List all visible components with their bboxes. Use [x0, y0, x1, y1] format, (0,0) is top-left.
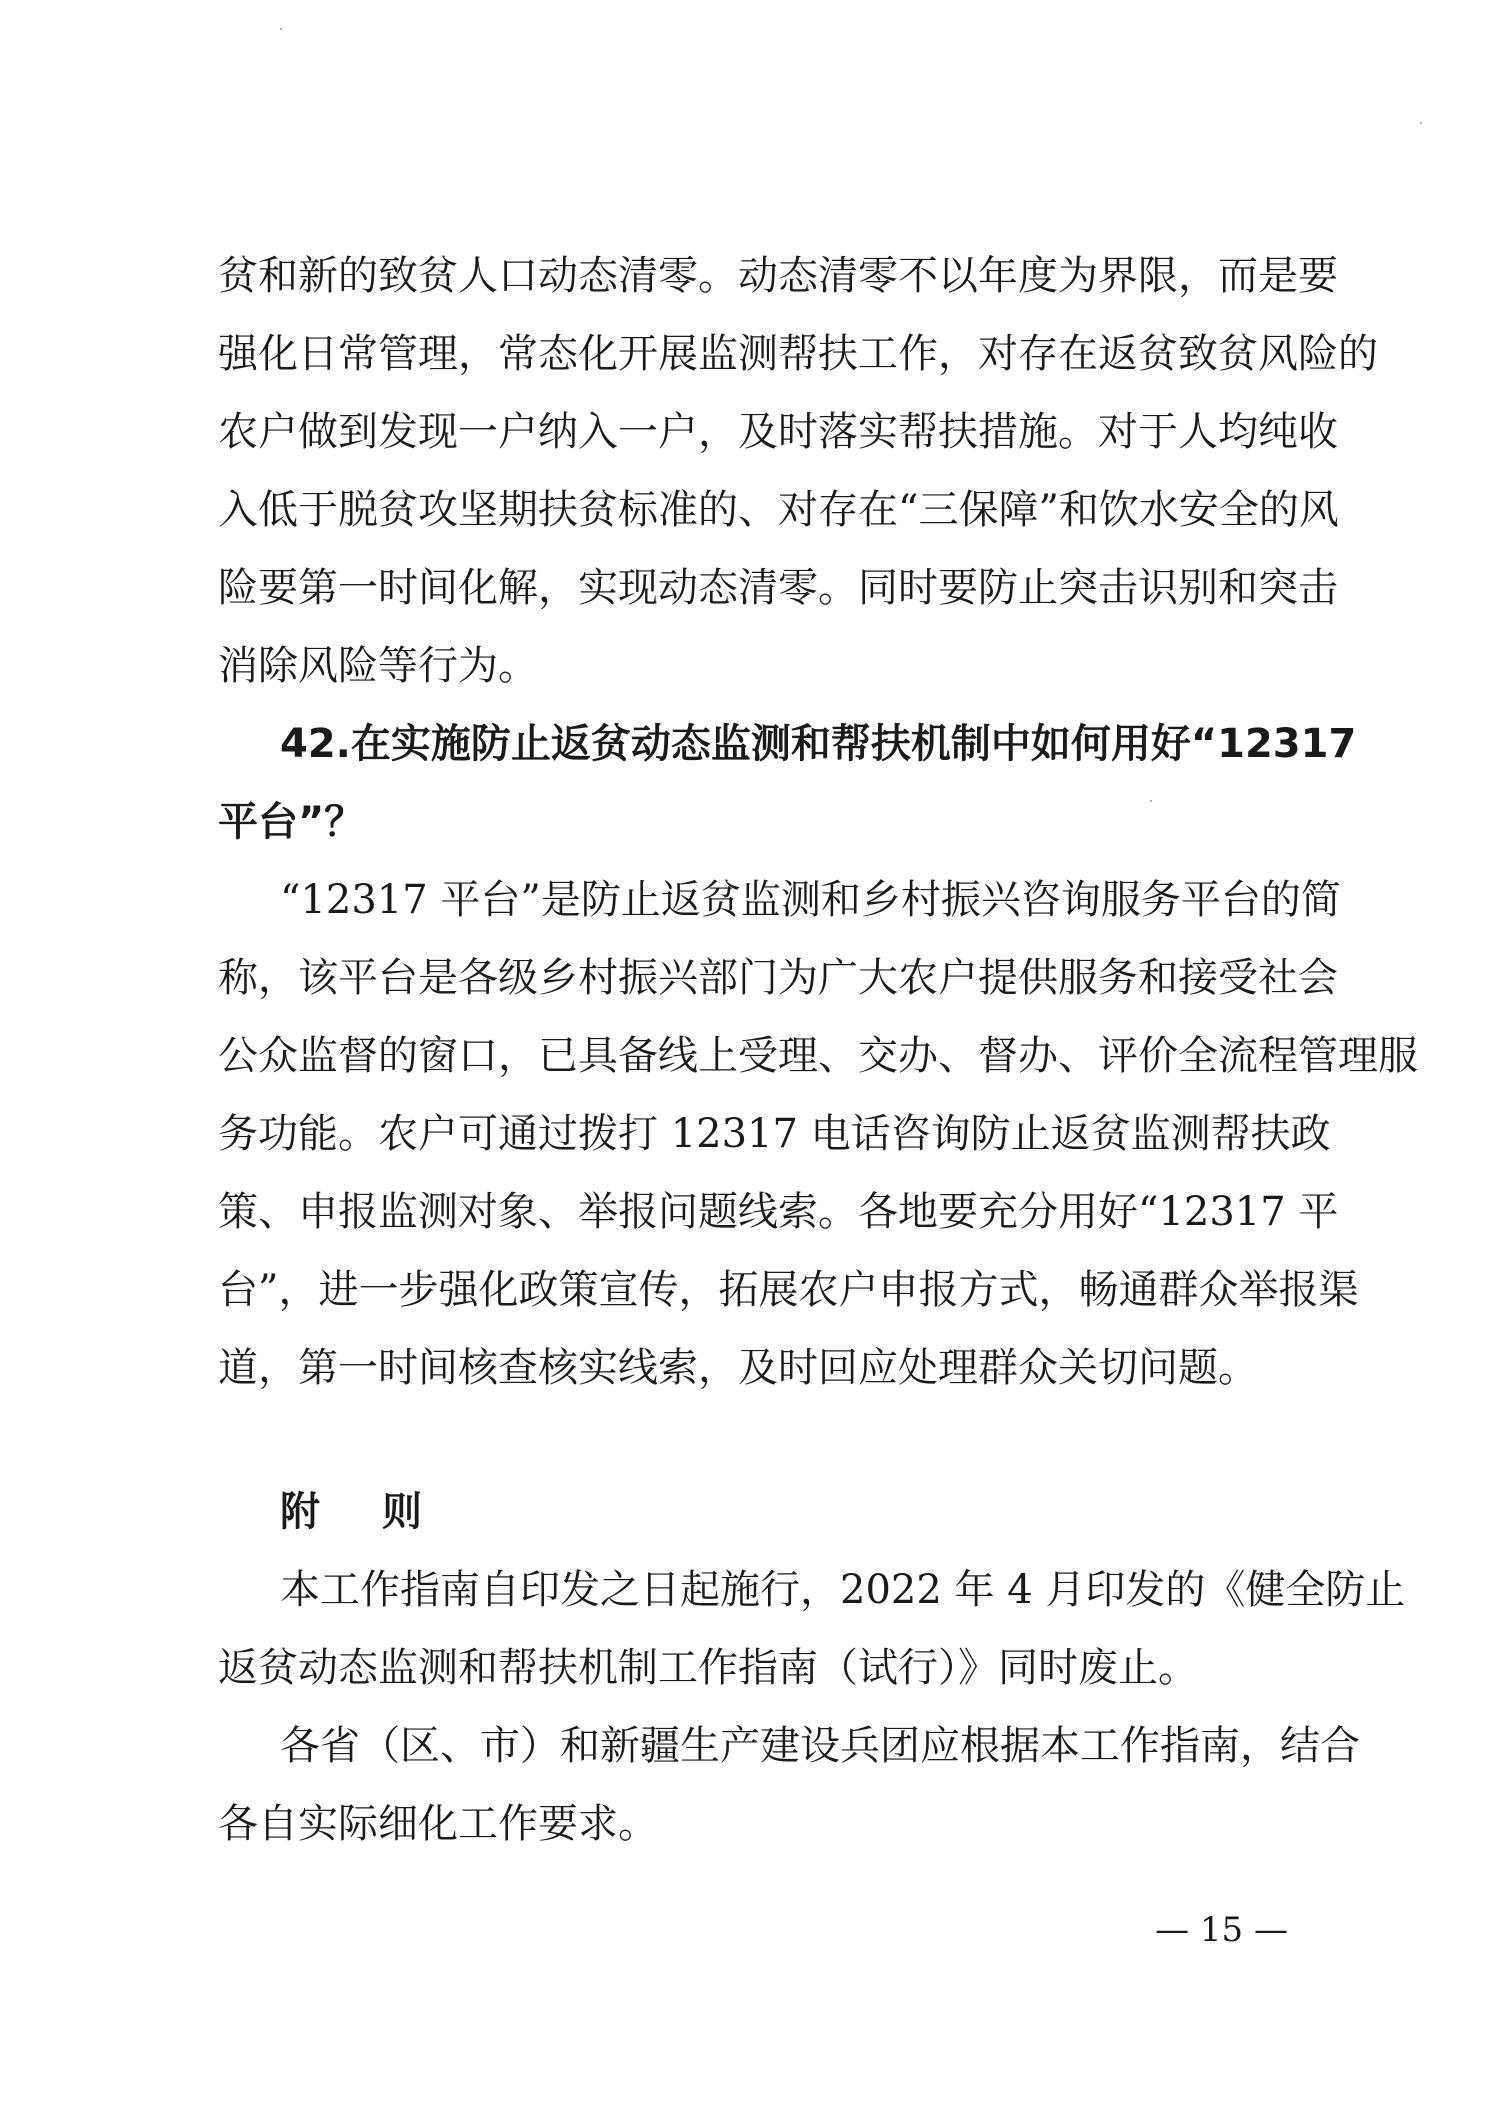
body-line: 策、申报监测对象、举报问题线索。各地要充分用好“12317 平: [218, 1189, 1339, 1235]
body-line: 公众监督的窗口，已具备线上受理、交办、督办、评价全流程管理服: [218, 1033, 1418, 1079]
body-line: 道，第一时间核查核实线索，及时回应处理群众关切问题。: [218, 1345, 1258, 1391]
body-line: 险要第一时间化解，实现动态清零。同时要防止突击识别和突击: [218, 565, 1338, 611]
body-line: 贫和新的致贫人口动态清零。动态清零不以年度为界限，而是要: [218, 253, 1338, 299]
body-line: 返贫动态监测和帮扶机制工作指南（试行）》同时废止。: [218, 1645, 1198, 1691]
body-line: 消除风险等行为。: [218, 643, 538, 689]
body-line: 台”，进一步强化政策宣传，拓展农户申报方式，畅通群众举报渠: [218, 1267, 1359, 1313]
body-line: 入低于脱贫攻坚期扶贫标准的、对存在“三保障”和饮水安全的风: [218, 487, 1339, 533]
scan-speck: [1420, 122, 1422, 124]
scan-speck: [280, 28, 282, 30]
body-line: 称，该平台是各级乡村振兴部门为广大农户提供服务和接受社会: [218, 955, 1338, 1001]
question-heading: 平台”？: [218, 799, 365, 845]
body-line: 各省（区、市）和新疆生产建设兵团应根据本工作指南，结合: [280, 1723, 1360, 1769]
body-line: 务功能。农户可通过拨打 12317 电话咨询防止返贫监测帮扶政: [218, 1111, 1331, 1157]
appendix-title: 附则: [280, 1489, 484, 1535]
question-heading: 42.在实施防止返贫动态监测和帮扶机制中如何用好“12317: [280, 721, 1357, 767]
body-line: 本工作指南自印发之日起施行，2022 年 4 月印发的《健全防止: [280, 1567, 1406, 1613]
body-line: 各自实际细化工作要求。: [218, 1801, 658, 1847]
body-line: 农户做到发现一户纳入一户，及时落实帮扶措施。对于人均纯收: [218, 409, 1338, 455]
page-number: — 15 —: [1155, 1910, 1288, 1950]
body-line: “12317 平台”是防止返贫监测和乡村振兴咨询服务平台的简: [280, 877, 1341, 923]
body-line: 强化日常管理，常态化开展监测帮扶工作，对存在返贫致贫风险的: [218, 331, 1378, 377]
